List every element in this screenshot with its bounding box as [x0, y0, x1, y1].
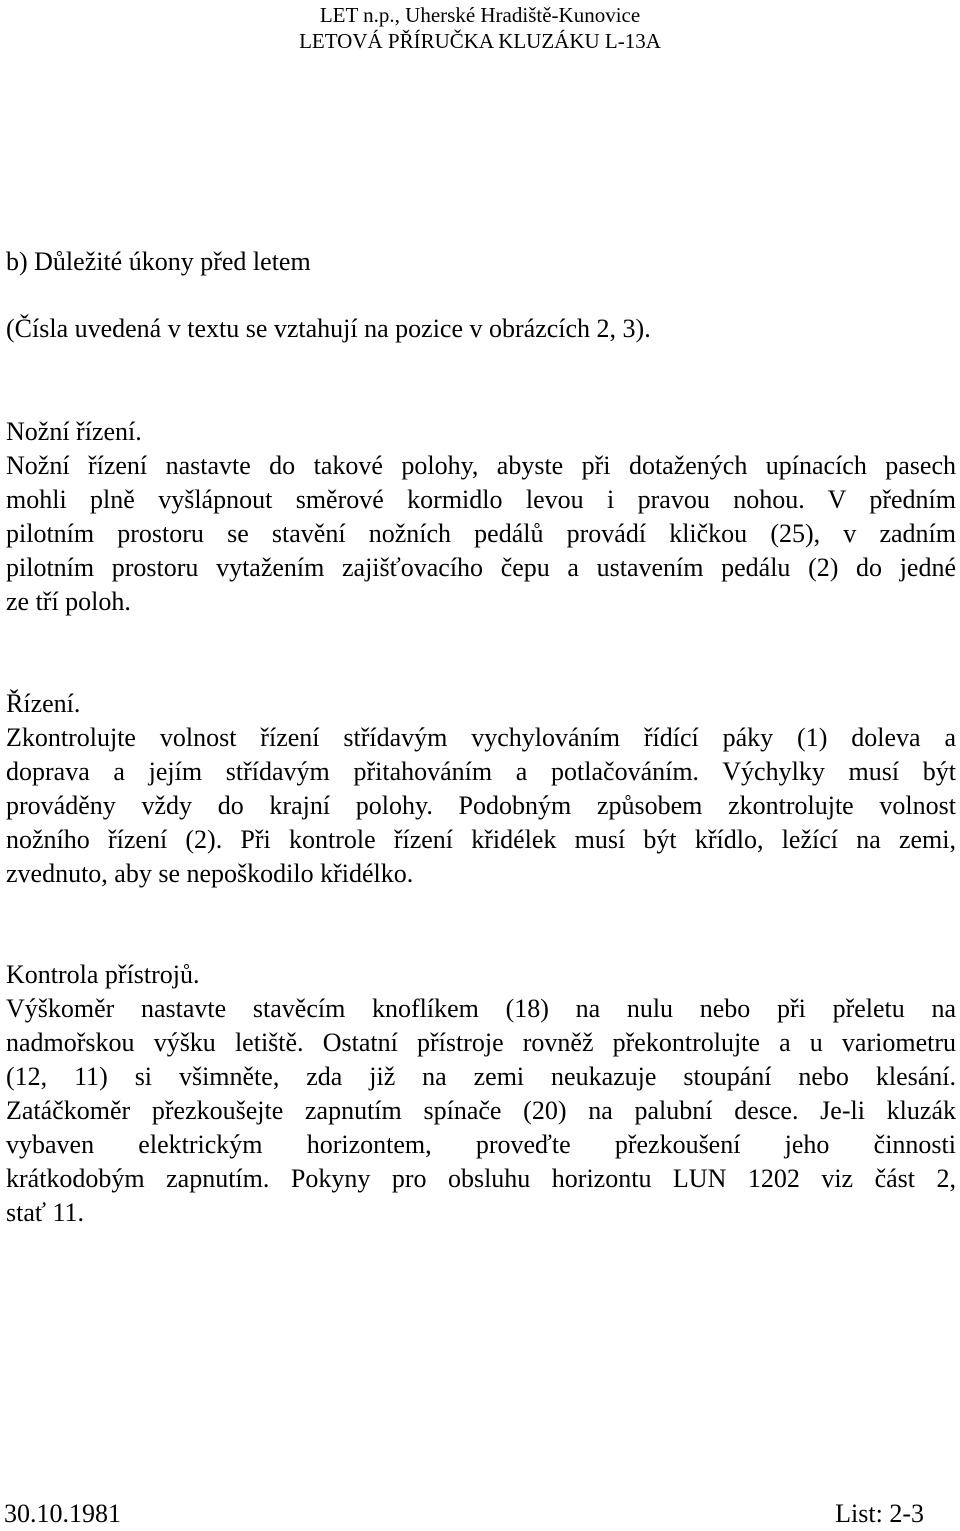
section-title-block	[6, 245, 956, 279]
instruments-heading: Kontrola přístrojů.	[6, 960, 200, 989]
controls-line-3: prováděny vždy do krajní polohy. Podobným způsobem zkontrolujte volnost	[6, 791, 956, 820]
controls-section	[6, 687, 956, 891]
section-note-block	[6, 312, 956, 346]
instruments-line-7: stať 11.	[6, 1198, 85, 1227]
instruments-line-3: (12, 11) si všimněte, zda již na zemi neukazuje stoupání nebo klesání.	[6, 1062, 956, 1091]
foot-control-line-4: pilotním prostoru vytažením zajišťovacího čepu a ustavením pedálu (2) do jedné	[6, 553, 956, 582]
foot-control-line-5: ze tří poloh.	[6, 587, 131, 616]
instruments-section	[6, 958, 956, 1230]
instruments-line-1: Výškoměr nastavte stavěcím knoflíkem (18) na nulu nebo při přeletu na	[6, 994, 956, 1023]
controls-line-2: doprava a jejím střídavým přitahováním a potlačováním. Výchylky musí být	[6, 757, 956, 786]
footer-page-number: List: 2-3	[835, 1499, 924, 1528]
header-company: LET n.p., Uherské Hradiště-Kunovice	[319, 3, 641, 27]
footer-date: 30.10.1981	[4, 1499, 121, 1528]
instruments-line-6: krátkodobým zapnutím. Pokyny pro obsluhu horizontu LUN 1202 viz část 2,	[6, 1164, 956, 1193]
instruments-line-2: nadmořskou výšku letiště. Ostatní přístroje rovněž překontrolujte a u variometru	[6, 1028, 956, 1057]
foot-control-line-1: Nožní řízení nastavte do takové polohy, abyste při dotažených upínacích pasech	[6, 451, 956, 480]
foot-control-section	[6, 415, 956, 619]
controls-line-5: zvednuto, aby se nepoškodilo křidélko.	[6, 859, 414, 888]
foot-control-heading: Nožní řízení.	[6, 417, 142, 446]
controls-line-1: Zkontrolujte volnost řízení střídavým vychylováním řídící páky (1) doleva a	[6, 723, 956, 752]
header-manual-title: LETOVÁ PŘÍRUČKA KLUZÁKU L-13A	[299, 29, 661, 53]
instruments-line-5: vybaven elektrickým horizontem, proveďte přezkoušení jeho činnosti	[6, 1130, 956, 1159]
foot-control-line-3: pilotním prostoru se stavění nožních pedálů provádí kličkou (25), v zadním	[6, 519, 956, 548]
instruments-line-4: Zatáčkoměr přezkoušejte zapnutím spínače (20) na palubní desce. Je-li kluzák	[6, 1096, 956, 1125]
foot-control-line-2: mohli plně vyšlápnout směrové kormidlo levou i pravou nohou. V předním	[6, 485, 956, 514]
controls-line-4: nožního řízení (2). Při kontrole řízení křidélek musí být křídlo, ležící na zemi,	[6, 825, 956, 854]
section-title: b) Důležité úkony před letem	[6, 247, 311, 276]
document-header	[0, 2, 960, 54]
section-note: (Čísla uvedená v textu se vztahují na pozice v obrázcích 2, 3).	[6, 314, 651, 343]
controls-heading: Řízení.	[6, 689, 81, 718]
